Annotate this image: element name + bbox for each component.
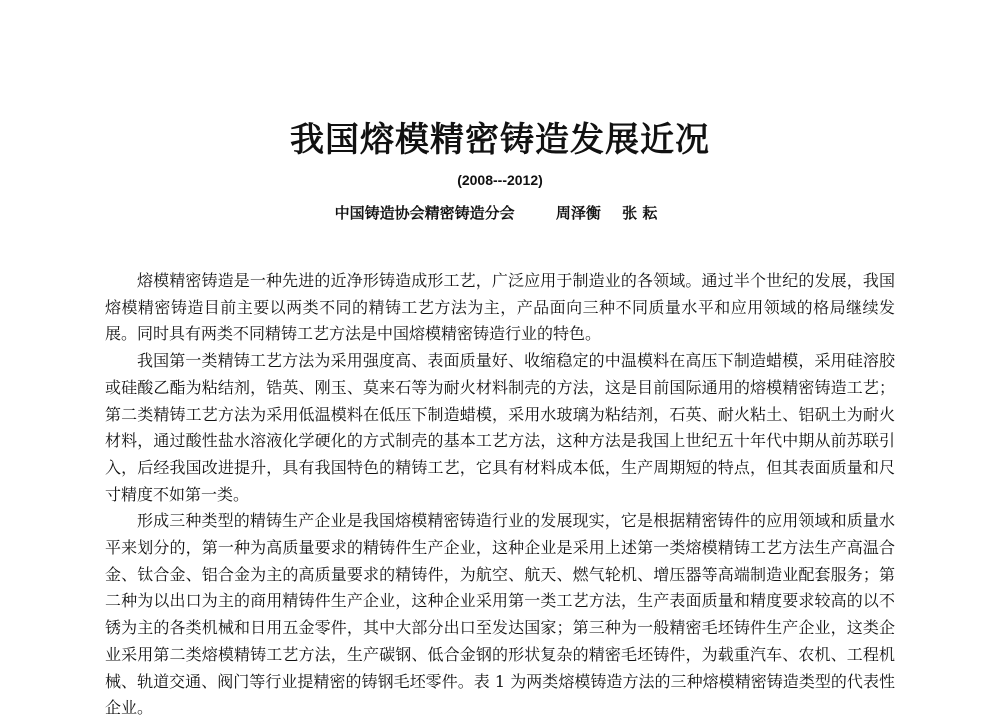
paragraph: 熔模精密铸造是一种先进的近净形铸造成形工艺，广泛应用于制造业的各领域。通过半个世纪的发展，我国熔模精密铸造目前主要以两类不同的精铸工艺方法为主，产品面向三种不同质量水平和应用领域的格局继续发展。同时具有两类不同精铸工艺方法是中国熔模精密铸造行业的特色。	[105, 271, 895, 344]
page-title: 我国熔模精密铸造发展近况	[290, 120, 710, 160]
author-name: 周泽衡	[555, 204, 601, 222]
article-body	[105, 268, 895, 720]
paragraph: 我国第一类精铸工艺方法为采用强度高、表面质量好、收缩稳定的中温模料在高压下制造蜡模，采用硅溶胶或硅酸乙酯为粘结剂，锆英、刚玉、莫来石等为耐火材料制壳的方法，这是目前国际通用的熔模精密铸造工艺；第二类精铸工艺方法为采用低温模料在低压下制造蜡模，采用水玻璃为粘结剂，石英、耐火粘土、铝矾土为耐火材料，通过酸性盐水溶液化学硬化的方式制壳的基本工艺方法，这种方法是我国上世纪五十年代中期从前苏联引入，后经我国改进提升，具有我国特色的精铸工艺，它具有材料成本低，生产周期短的特点，但其表面质量和尺寸精度不如第一类。	[105, 351, 895, 504]
paragraph: 形成三种类型的精铸生产企业是我国熔模精密铸造行业的发展现实，它是根据精密铸件的应用领域和质量水平来划分的，第一种为高质量要求的精铸件生产企业，这种企业是采用上述第一类熔模精铸工艺方法生产高温合金、钛合金、铝合金为主的高质量要求的精铸件，为航空、航天、燃气轮机、增压器等高端制造业配套服务；第二种为以出口为主的商用精铸件生产企业，这种企业采用第一类工艺方法，生产表面质量和精度要求较高的以不锈为主的各类机械和日用五金零件，其中大部分出口至发达国家；第三种为一般精密毛坯铸件生产企业，这类企业采用第二类熔模精铸工艺方法，生产碳钢、低合金钢的形状复杂的精密毛坯铸件，为载重汽车、农机、工程机械、轨道交通、阀门等行业提精密的铸钢毛坯零件。表 1 为两类熔模铸造方法的三种熔模精密铸造类型的代表性企业。	[105, 511, 895, 718]
author-organization: 中国铸造协会精密铸造分会	[334, 204, 515, 222]
byline	[0, 202, 1000, 223]
author-name: 张 耘	[622, 204, 658, 222]
year-range: (2008---2012)	[457, 172, 543, 188]
